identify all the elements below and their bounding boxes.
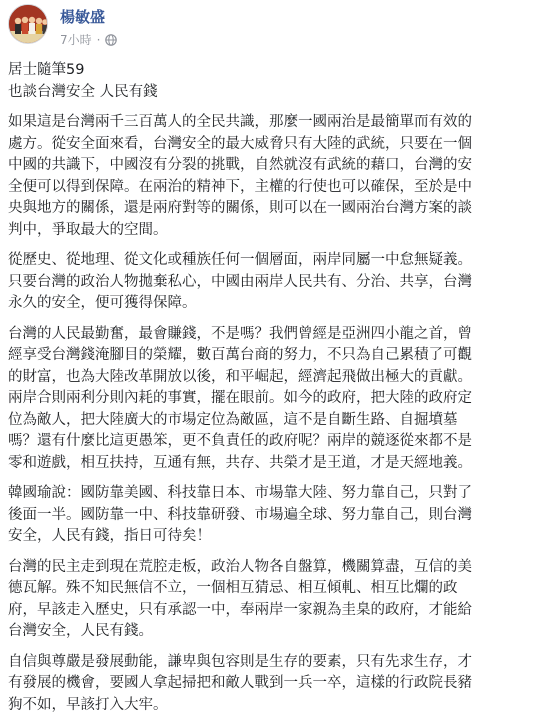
- group-photo-icon: [9, 5, 48, 44]
- post-header: [0, 0, 557, 52]
- text-line: 台灣安全，人民有錢。: [8, 623, 153, 639]
- paragraph-3: [8, 324, 550, 475]
- text-line: 台灣的人民最勤奮，最會賺錢，不是嗎？我們曾經是亞洲四小龍之首，曾: [8, 325, 472, 342]
- post-body: [8, 60, 550, 716]
- post-timestamp[interactable]: 7小時: [60, 33, 92, 47]
- text-line: 有發展的機會，要國人拿起掃把和敵人戰到一兵一卒，這樣的行政院長豬: [8, 675, 472, 691]
- post-title: 居士隨筆59: [8, 62, 85, 78]
- paragraph-4: [8, 483, 550, 548]
- text-line: 處方。從安全面來看，台灣安全的最大威脅只有大陸的武統，只要在一個: [8, 135, 472, 152]
- text-line: 永久的安全，便可獲得保障。: [8, 295, 197, 311]
- text-line: 如果這是台灣兩千三百萬人的全民共識，那麼一國兩治是最簡單而有效的: [8, 114, 472, 130]
- text-line: 狗不如，早該打入大牢。: [8, 696, 168, 713]
- text-line: 府，早該走入歷史，只有承認一中，奉兩岸一家親為圭臬的政府，才能給: [8, 601, 472, 618]
- text-line: 中國的共識下，中國沒有分裂的挑戰，自然就沒有武統的藉口，台灣的安: [8, 157, 472, 173]
- text-line: 央與地方的關係，還是兩府對等的關係，則可以在一國兩治台灣方案的談: [8, 200, 472, 216]
- author-avatar[interactable]: [8, 4, 48, 44]
- text-line: 後面一半。國防靠一中、科技靠研發、市場遍全球、努力靠自己，則台灣: [8, 506, 472, 523]
- text-line: 韓國瑜說：國防靠美國、科技靠日本、市場靠大陸、努力靠自己，只對了: [8, 485, 472, 501]
- author-name[interactable]: 楊敏盛: [60, 8, 106, 26]
- paragraph-1: [8, 112, 550, 241]
- meta-separator: ·: [96, 32, 101, 47]
- text-line: 位為敵人，把大陸廣大的市場定位為敵區，這不是自斷生路、自掘墳墓: [8, 411, 458, 428]
- text-line: 德瓦解。殊不知民無信不立，一個相互猜忌、相互傾軋、相互比爛的政: [8, 580, 458, 596]
- text-line: 零和遊戲，相互扶持，互通有無，共存、共榮才是王道，才是天經地義。: [8, 454, 472, 471]
- text-line: 的財富，也為大陸改革開放以後，和平崛起，經濟起飛做出極大的貢獻。: [8, 368, 472, 385]
- text-line: 台灣的民主走到現在荒腔走板，政治人物各自盤算，機關算盡，互信的美: [8, 558, 472, 575]
- text-line: 安全，人民有錢，指日可待矣！: [8, 528, 211, 544]
- text-line: 全便可以得到保障。在兩治的精神下，主權的行使也可以確保，至於是中: [8, 178, 472, 195]
- post-subtitle: 也談台灣安全 人民有錢: [8, 83, 158, 100]
- text-line: 兩岸合則兩利分則內耗的事實，擺在眼前。如今的政府，把大陸的政府定: [8, 390, 472, 406]
- post-meta: [60, 31, 117, 48]
- paragraph-2: [8, 250, 550, 315]
- text-line: 只要台灣的政治人物拋棄私心，中國由兩岸人民共有、分治、共享，台灣: [8, 273, 472, 290]
- text-line: 判中，爭取最大的空間。: [8, 221, 168, 238]
- text-line: 從歷史、從地理、從文化或種族任何一個層面，兩岸同屬一中怠無疑義。: [8, 252, 472, 268]
- text-line: 嗎？還有什麼比這更愚笨，更不負責任的政府呢？兩岸的競逐從來都不是: [8, 433, 472, 449]
- paragraph-6: [8, 652, 550, 717]
- globe-icon[interactable]: [105, 34, 117, 46]
- text-line: 經享受台灣錢淹腳目的榮耀，數百萬台商的努力，不只為自己累積了可觀: [8, 347, 472, 363]
- paragraph-5: [8, 557, 550, 643]
- text-line: 自信與尊嚴是發展動能，謙卑與包容則是生存的要素，只有先求生存，才: [8, 653, 472, 670]
